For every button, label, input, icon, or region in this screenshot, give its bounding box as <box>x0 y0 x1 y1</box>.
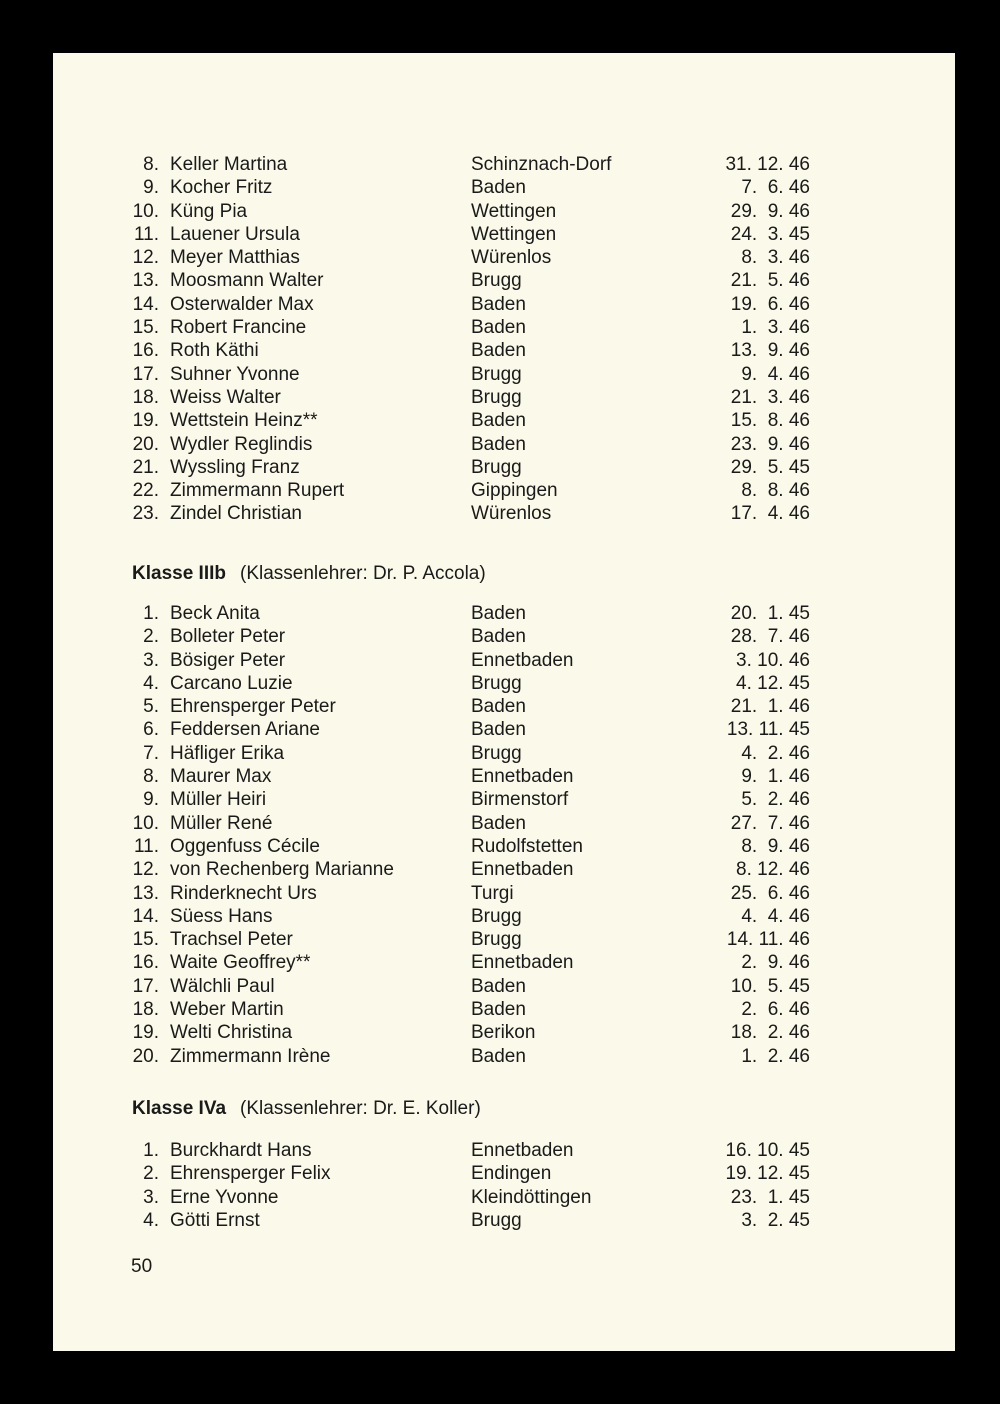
table-row <box>53 1021 955 1044</box>
row-number: 22. <box>132 480 159 502</box>
table-row <box>53 316 955 339</box>
birth-date: 2. 6. 46 <box>741 999 810 1021</box>
birth-date: 25. 6. 46 <box>730 882 810 904</box>
row-number: 12. <box>132 859 159 881</box>
row-number: 19. <box>132 1022 159 1044</box>
class-teacher: (Klassenlehrer: Dr. E. Koller) <box>240 1098 481 1119</box>
row-number: 1. <box>143 1140 159 1161</box>
hometown: Brugg <box>471 905 522 927</box>
row-number: 20. <box>132 433 159 455</box>
hometown: Berikon <box>471 1022 536 1044</box>
table-row <box>53 409 955 432</box>
student-name: Carcano Luzie <box>170 672 293 694</box>
hometown: Wettingen <box>471 223 557 245</box>
student-name: Oggenfuss Cécile <box>170 835 320 857</box>
birth-date: 18. 2. 46 <box>730 1022 810 1044</box>
birth-date: 4. 4. 46 <box>741 905 810 927</box>
class-name: Klasse IIIb <box>132 563 226 584</box>
hometown: Ennetbaden <box>471 952 574 974</box>
birth-date: 4. 12. 45 <box>736 672 810 694</box>
student-name: Weber Martin <box>170 999 284 1021</box>
row-number: 18. <box>132 999 159 1021</box>
student-name: Robert Francine <box>170 317 307 339</box>
student-name: Ehrensperger Felix <box>170 1163 331 1185</box>
birth-date: 10. 5. 45 <box>730 975 810 997</box>
table-row <box>53 905 955 928</box>
hometown: Baden <box>471 975 526 997</box>
hometown: Baden <box>471 999 526 1021</box>
row-number: 10. <box>132 200 159 222</box>
hometown: Wettingen <box>471 200 557 222</box>
student-list-IIIb <box>53 602 955 1068</box>
table-row <box>53 975 955 998</box>
student-name: Wälchli Paul <box>170 975 275 997</box>
table-row <box>53 176 955 199</box>
birth-date: 21. 5. 46 <box>730 270 810 292</box>
birth-date: 29. 5. 45 <box>730 456 810 478</box>
birth-date: 14. 11. 46 <box>726 929 810 951</box>
row-number: 11. <box>133 835 159 857</box>
student-name: Meyer Matthias <box>170 247 300 269</box>
birth-date: 8. 3. 46 <box>741 247 810 269</box>
table-row <box>53 246 955 269</box>
hometown: Baden <box>471 293 526 315</box>
row-number: 15. <box>132 929 159 951</box>
row-number: 18. <box>132 386 159 408</box>
birth-date: 9. 1. 46 <box>741 766 810 788</box>
table-row <box>53 951 955 974</box>
table-row <box>53 1209 955 1232</box>
student-name: Häfliger Erika <box>170 742 285 764</box>
class-name: Klasse IVa <box>132 1098 227 1119</box>
student-name: Zindel Christian <box>170 503 302 525</box>
student-name: Bösiger Peter <box>170 649 286 671</box>
birth-date: 8. 12. 46 <box>736 859 810 881</box>
student-name: Müller Heiri <box>170 789 267 811</box>
birth-date: 8. 8. 46 <box>741 480 810 502</box>
row-number: 9. <box>143 789 159 811</box>
hometown: Baden <box>471 626 526 648</box>
hometown: Ennetbaden <box>471 1140 574 1161</box>
row-number: 12. <box>132 247 159 269</box>
table-row <box>53 1139 955 1162</box>
birth-date: 9. 4. 46 <box>741 363 810 385</box>
row-number: 13. <box>132 882 159 904</box>
student-name: Welti Christina <box>170 1022 293 1044</box>
student-name: Feddersen Ariane <box>170 719 320 741</box>
hometown: Brugg <box>471 929 522 951</box>
student-name: Wyssling Franz <box>170 456 300 478</box>
table-row <box>53 928 955 951</box>
birth-date: 29. 9. 46 <box>730 200 810 222</box>
birth-date: 19. 12. 45 <box>725 1163 810 1185</box>
birth-date: 19. 6. 46 <box>730 293 810 315</box>
student-name: Beck Anita <box>170 603 260 624</box>
row-number: 13. <box>132 270 159 292</box>
hometown: Brugg <box>471 742 522 764</box>
student-name: von Rechenberg Marianne <box>170 859 394 881</box>
table-row <box>53 363 955 386</box>
hometown: Kleindöttingen <box>471 1186 592 1208</box>
table-row <box>53 479 955 502</box>
hometown: Brugg <box>471 363 522 385</box>
row-number: 1. <box>143 603 159 624</box>
class-teacher: (Klassenlehrer: Dr. P. Accola) <box>240 563 486 584</box>
row-number: 14. <box>132 293 159 315</box>
hometown: Schinznach-Dorf <box>471 154 612 175</box>
row-number: 23. <box>132 503 159 525</box>
table-row <box>53 625 955 648</box>
hometown: Brugg <box>471 672 522 694</box>
student-name: Burckhardt Hans <box>170 1140 312 1161</box>
table-row <box>53 153 955 176</box>
birth-date: 17. 4. 46 <box>730 503 810 525</box>
student-name: Götti Ernst <box>170 1209 260 1231</box>
student-name: Roth Käthi <box>170 340 259 362</box>
hometown: Brugg <box>471 1209 522 1231</box>
student-name: Rinderknecht Urs <box>170 882 317 904</box>
student-name: Maurer Max <box>170 766 272 788</box>
hometown: Endingen <box>471 1163 552 1185</box>
table-row <box>53 998 955 1021</box>
student-name: Lauener Ursula <box>170 223 300 245</box>
table-row <box>53 835 955 858</box>
section-header-IVa <box>132 1097 481 1121</box>
student-name: Weiss Walter <box>170 386 281 408</box>
row-number: 17. <box>132 363 159 385</box>
row-number: 21. <box>132 456 159 478</box>
birth-date: 21. 1. 46 <box>730 696 810 718</box>
student-name: Zimmermann Rupert <box>170 480 345 502</box>
row-number: 2. <box>143 1163 159 1185</box>
student-name: Süess Hans <box>170 905 273 927</box>
birth-date: 28. 7. 46 <box>730 626 810 648</box>
section-header-IIIb <box>132 562 486 586</box>
hometown: Turgi <box>471 882 514 904</box>
table-row <box>53 223 955 246</box>
hometown: Baden <box>471 719 526 741</box>
hometown: Baden <box>471 433 526 455</box>
row-number: 3. <box>143 1186 159 1208</box>
table-row <box>53 788 955 811</box>
birth-date: 23. 1. 45 <box>730 1186 810 1208</box>
birth-date: 3. 10. 46 <box>736 649 810 671</box>
student-name: Suhner Yvonne <box>170 363 300 385</box>
hometown: Baden <box>471 340 526 362</box>
hometown: Baden <box>471 812 526 834</box>
student-list-continued <box>53 153 955 526</box>
row-number: 9. <box>143 177 159 199</box>
student-name: Küng Pia <box>170 200 248 222</box>
row-number: 3. <box>143 649 159 671</box>
hometown: Rudolfstetten <box>471 835 583 857</box>
hometown: Würenlos <box>471 247 552 269</box>
table-row <box>53 1186 955 1209</box>
row-number: 16. <box>132 340 159 362</box>
page-number: 50 <box>131 1256 153 1277</box>
hometown: Baden <box>471 317 526 339</box>
birth-date: 1. 3. 46 <box>741 317 810 339</box>
student-list-IVa <box>53 1139 955 1232</box>
row-number: 19. <box>132 410 159 432</box>
table-row <box>53 502 955 525</box>
student-name: Trachsel Peter <box>170 929 293 951</box>
table-row <box>53 1045 955 1068</box>
row-number: 6. <box>143 719 159 741</box>
birth-date: 20. 1. 45 <box>730 603 810 624</box>
student-name: Osterwalder Max <box>170 293 314 315</box>
table-row <box>53 602 955 625</box>
hometown: Baden <box>471 177 526 199</box>
row-number: 4. <box>143 672 159 694</box>
row-number: 20. <box>132 1045 159 1067</box>
hometown: Gippingen <box>471 480 558 502</box>
student-name: Kocher Fritz <box>170 177 273 199</box>
table-row <box>53 742 955 765</box>
row-number: 10. <box>132 812 159 834</box>
birth-date: 2. 9. 46 <box>741 952 810 974</box>
birth-date: 4. 2. 46 <box>741 742 810 764</box>
birth-date: 24. 3. 45 <box>730 223 810 245</box>
student-name: Ehrensperger Peter <box>170 696 336 718</box>
birth-date: 21. 3. 46 <box>730 386 810 408</box>
birth-date: 8. 9. 46 <box>741 835 810 857</box>
birth-date: 27. 7. 46 <box>730 812 810 834</box>
birth-date: 7. 6. 46 <box>741 177 810 199</box>
student-name: Moosmann Walter <box>170 270 324 292</box>
hometown: Brugg <box>471 456 522 478</box>
student-name: Zimmermann Irène <box>170 1045 331 1067</box>
birth-date: 13. 11. 45 <box>726 719 810 741</box>
birth-date: 23. 9. 46 <box>730 433 810 455</box>
hometown: Ennetbaden <box>471 859 574 881</box>
hometown: Brugg <box>471 386 522 408</box>
hometown: Ennetbaden <box>471 766 574 788</box>
document-page <box>53 53 955 1351</box>
hometown: Birmenstorf <box>471 789 569 811</box>
student-name: Müller René <box>170 812 273 834</box>
table-row <box>53 293 955 316</box>
birth-date: 3. 2. 45 <box>741 1209 810 1231</box>
table-row <box>53 695 955 718</box>
table-row <box>53 718 955 741</box>
row-number: 17. <box>132 975 159 997</box>
table-row <box>53 1162 955 1185</box>
table-row <box>53 882 955 905</box>
student-name: Waite Geoffrey** <box>170 952 311 974</box>
student-name: Wettstein Heinz** <box>170 410 318 432</box>
student-name: Bolleter Peter <box>170 626 286 648</box>
hometown: Baden <box>471 410 526 432</box>
table-row <box>53 765 955 788</box>
row-number: 11. <box>133 223 159 245</box>
table-row <box>53 269 955 292</box>
hometown: Baden <box>471 603 526 624</box>
row-number: 15. <box>132 317 159 339</box>
birth-date: 31. 12. 46 <box>725 154 810 175</box>
row-number: 8. <box>143 154 159 175</box>
birth-date: 16. 10. 45 <box>725 1140 810 1161</box>
hometown: Brugg <box>471 270 522 292</box>
table-row <box>53 200 955 223</box>
birth-date: 13. 9. 46 <box>730 340 810 362</box>
table-row <box>53 649 955 672</box>
table-row <box>53 386 955 409</box>
hometown: Würenlos <box>471 503 552 525</box>
table-row <box>53 339 955 362</box>
table-row <box>53 672 955 695</box>
hometown: Baden <box>471 1045 526 1067</box>
row-number: 5. <box>143 696 159 718</box>
student-name: Erne Yvonne <box>170 1186 279 1208</box>
birth-date: 15. 8. 46 <box>730 410 810 432</box>
table-row <box>53 433 955 456</box>
birth-date: 1. 2. 46 <box>741 1045 810 1067</box>
table-row <box>53 812 955 835</box>
student-name: Keller Martina <box>170 154 288 175</box>
row-number: 14. <box>132 905 159 927</box>
row-number: 8. <box>143 766 159 788</box>
table-row <box>53 456 955 479</box>
row-number: 7. <box>143 742 159 764</box>
row-number: 16. <box>132 952 159 974</box>
birth-date: 5. 2. 46 <box>741 789 810 811</box>
hometown: Baden <box>471 696 526 718</box>
table-row <box>53 858 955 881</box>
row-number: 2. <box>143 626 159 648</box>
row-number: 4. <box>143 1209 159 1231</box>
hometown: Ennetbaden <box>471 649 574 671</box>
student-name: Wydler Reglindis <box>170 433 313 455</box>
